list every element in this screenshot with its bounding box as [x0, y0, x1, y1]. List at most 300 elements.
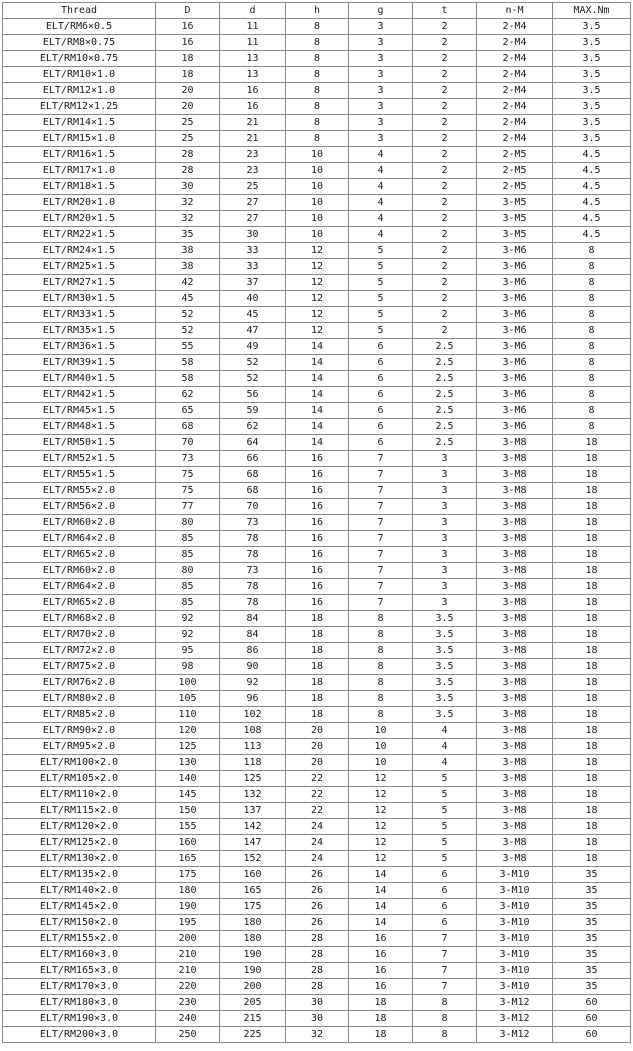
- cell-thread: ELT/RM6×0.5: [3, 19, 156, 35]
- table-row: [3, 467, 631, 483]
- cell-outer-diameter: 35: [156, 227, 220, 243]
- cell-screws: 3-M12: [477, 995, 553, 1011]
- cell-max-torque: 8: [553, 275, 631, 291]
- cell-outer-diameter: 155: [156, 819, 220, 835]
- cell-thread: ELT/RM20×1.0: [3, 195, 156, 211]
- table-row: [3, 131, 631, 147]
- cell-t: 3.5: [413, 707, 477, 723]
- cell-g: 12: [349, 771, 413, 787]
- cell-thread: ELT/RM95×2.0: [3, 739, 156, 755]
- cell-thread: ELT/RM25×1.5: [3, 259, 156, 275]
- cell-inner-diameter: 59: [220, 403, 286, 419]
- cell-max-torque: 18: [553, 739, 631, 755]
- cell-g: 8: [349, 691, 413, 707]
- cell-outer-diameter: 25: [156, 115, 220, 131]
- cell-screws: 3-M8: [477, 579, 553, 595]
- cell-outer-diameter: 28: [156, 147, 220, 163]
- cell-outer-diameter: 85: [156, 531, 220, 547]
- cell-max-torque: 35: [553, 883, 631, 899]
- cell-g: 16: [349, 931, 413, 947]
- cell-height: 14: [286, 435, 349, 451]
- header-row: [3, 3, 631, 19]
- table-row: [3, 771, 631, 787]
- cell-t: 3: [413, 547, 477, 563]
- cell-inner-diameter: 84: [220, 611, 286, 627]
- cell-thread: ELT/RM80×2.0: [3, 691, 156, 707]
- cell-t: 5: [413, 771, 477, 787]
- cell-inner-diameter: 142: [220, 819, 286, 835]
- cell-inner-diameter: 160: [220, 867, 286, 883]
- cell-outer-diameter: 125: [156, 739, 220, 755]
- cell-screws: 3-M10: [477, 867, 553, 883]
- cell-max-torque: 4.5: [553, 195, 631, 211]
- table-row: [3, 51, 631, 67]
- cell-screws: 3-M5: [477, 195, 553, 211]
- cell-inner-diameter: 66: [220, 451, 286, 467]
- cell-thread: ELT/RM70×2.0: [3, 627, 156, 643]
- cell-max-torque: 18: [553, 803, 631, 819]
- cell-screws: 2-M4: [477, 83, 553, 99]
- cell-height: 12: [286, 259, 349, 275]
- table-row: [3, 403, 631, 419]
- cell-g: 5: [349, 243, 413, 259]
- table-row: [3, 355, 631, 371]
- cell-thread: ELT/RM145×2.0: [3, 899, 156, 915]
- table-row: [3, 323, 631, 339]
- cell-t: 3.5: [413, 675, 477, 691]
- cell-g: 12: [349, 787, 413, 803]
- cell-inner-diameter: 16: [220, 99, 286, 115]
- cell-screws: 2-M5: [477, 163, 553, 179]
- table-row: [3, 659, 631, 675]
- header-thread: Thread: [3, 3, 156, 19]
- cell-g: 8: [349, 627, 413, 643]
- cell-thread: ELT/RM64×2.0: [3, 531, 156, 547]
- cell-t: 3: [413, 499, 477, 515]
- cell-screws: 3-M6: [477, 275, 553, 291]
- cell-max-torque: 18: [553, 451, 631, 467]
- table-row: [3, 371, 631, 387]
- cell-outer-diameter: 200: [156, 931, 220, 947]
- cell-thread: ELT/RM50×1.5: [3, 435, 156, 451]
- cell-inner-diameter: 11: [220, 35, 286, 51]
- cell-g: 14: [349, 899, 413, 915]
- cell-t: 2: [413, 83, 477, 99]
- cell-thread: ELT/RM200×3.0: [3, 1027, 156, 1043]
- cell-screws: 3-M8: [477, 627, 553, 643]
- cell-screws: 3-M5: [477, 227, 553, 243]
- cell-outer-diameter: 95: [156, 643, 220, 659]
- cell-height: 30: [286, 1011, 349, 1027]
- cell-height: 28: [286, 963, 349, 979]
- cell-inner-diameter: 180: [220, 931, 286, 947]
- cell-outer-diameter: 105: [156, 691, 220, 707]
- cell-max-torque: 18: [553, 659, 631, 675]
- cell-outer-diameter: 240: [156, 1011, 220, 1027]
- cell-g: 6: [349, 387, 413, 403]
- cell-inner-diameter: 225: [220, 1027, 286, 1043]
- table-row: [3, 835, 631, 851]
- cell-screws: 3-M8: [477, 531, 553, 547]
- cell-thread: ELT/RM160×3.0: [3, 947, 156, 963]
- cell-outer-diameter: 58: [156, 371, 220, 387]
- cell-screws: 3-M8: [477, 483, 553, 499]
- cell-g: 3: [349, 115, 413, 131]
- cell-height: 22: [286, 771, 349, 787]
- cell-height: 28: [286, 947, 349, 963]
- table-row: [3, 867, 631, 883]
- cell-g: 14: [349, 883, 413, 899]
- cell-outer-diameter: 230: [156, 995, 220, 1011]
- cell-outer-diameter: 100: [156, 675, 220, 691]
- cell-inner-diameter: 49: [220, 339, 286, 355]
- table-row: [3, 435, 631, 451]
- cell-max-torque: 18: [553, 691, 631, 707]
- cell-height: 16: [286, 547, 349, 563]
- table-row: [3, 563, 631, 579]
- cell-height: 8: [286, 99, 349, 115]
- cell-screws: 2-M4: [477, 67, 553, 83]
- cell-thread: ELT/RM12×1.25: [3, 99, 156, 115]
- cell-t: 2: [413, 211, 477, 227]
- cell-inner-diameter: 11: [220, 19, 286, 35]
- cell-outer-diameter: 16: [156, 19, 220, 35]
- cell-screws: 3-M10: [477, 899, 553, 915]
- cell-t: 2: [413, 67, 477, 83]
- cell-inner-diameter: 13: [220, 51, 286, 67]
- cell-max-torque: 3.5: [553, 115, 631, 131]
- cell-t: 5: [413, 851, 477, 867]
- cell-t: 3.5: [413, 627, 477, 643]
- cell-max-torque: 60: [553, 1011, 631, 1027]
- cell-g: 14: [349, 867, 413, 883]
- cell-max-torque: 4.5: [553, 163, 631, 179]
- cell-thread: ELT/RM30×1.5: [3, 291, 156, 307]
- cell-thread: ELT/RM150×2.0: [3, 915, 156, 931]
- cell-screws: 3-M8: [477, 819, 553, 835]
- table-row: [3, 499, 631, 515]
- cell-screws: 3-M8: [477, 755, 553, 771]
- cell-inner-diameter: 40: [220, 291, 286, 307]
- cell-max-torque: 18: [553, 467, 631, 483]
- cell-screws: 2-M4: [477, 99, 553, 115]
- cell-g: 18: [349, 1027, 413, 1043]
- table-row: [3, 1027, 631, 1043]
- cell-inner-diameter: 137: [220, 803, 286, 819]
- cell-inner-diameter: 73: [220, 563, 286, 579]
- cell-outer-diameter: 45: [156, 291, 220, 307]
- cell-outer-diameter: 16: [156, 35, 220, 51]
- cell-t: 2: [413, 115, 477, 131]
- cell-thread: ELT/RM90×2.0: [3, 723, 156, 739]
- cell-t: 2: [413, 227, 477, 243]
- cell-inner-diameter: 78: [220, 531, 286, 547]
- cell-height: 16: [286, 467, 349, 483]
- cell-outer-diameter: 80: [156, 515, 220, 531]
- table-row: [3, 291, 631, 307]
- cell-t: 3.5: [413, 643, 477, 659]
- cell-height: 10: [286, 147, 349, 163]
- table-row: [3, 243, 631, 259]
- cell-thread: ELT/RM45×1.5: [3, 403, 156, 419]
- table-row: [3, 579, 631, 595]
- cell-thread: ELT/RM115×2.0: [3, 803, 156, 819]
- cell-g: 12: [349, 835, 413, 851]
- cell-thread: ELT/RM130×2.0: [3, 851, 156, 867]
- cell-max-torque: 35: [553, 947, 631, 963]
- cell-height: 20: [286, 723, 349, 739]
- cell-height: 14: [286, 371, 349, 387]
- cell-screws: 3-M8: [477, 771, 553, 787]
- cell-outer-diameter: 68: [156, 419, 220, 435]
- cell-max-torque: 60: [553, 1027, 631, 1043]
- cell-t: 6: [413, 915, 477, 931]
- cell-t: 2: [413, 99, 477, 115]
- cell-height: 26: [286, 915, 349, 931]
- cell-thread: ELT/RM52×1.5: [3, 451, 156, 467]
- cell-max-torque: 18: [553, 499, 631, 515]
- cell-g: 5: [349, 307, 413, 323]
- cell-outer-diameter: 140: [156, 771, 220, 787]
- cell-inner-diameter: 78: [220, 595, 286, 611]
- cell-screws: 3-M12: [477, 1027, 553, 1043]
- cell-inner-diameter: 16: [220, 83, 286, 99]
- cell-inner-diameter: 37: [220, 275, 286, 291]
- cell-max-torque: 8: [553, 371, 631, 387]
- cell-height: 26: [286, 899, 349, 915]
- cell-t: 5: [413, 835, 477, 851]
- cell-g: 8: [349, 611, 413, 627]
- cell-screws: 3-M8: [477, 611, 553, 627]
- cell-outer-diameter: 190: [156, 899, 220, 915]
- cell-max-torque: 18: [553, 707, 631, 723]
- cell-max-torque: 18: [553, 531, 631, 547]
- cell-inner-diameter: 78: [220, 579, 286, 595]
- cell-max-torque: 35: [553, 915, 631, 931]
- cell-thread: ELT/RM110×2.0: [3, 787, 156, 803]
- cell-thread: ELT/RM165×3.0: [3, 963, 156, 979]
- table-row: [3, 227, 631, 243]
- cell-max-torque: 35: [553, 963, 631, 979]
- cell-inner-diameter: 86: [220, 643, 286, 659]
- cell-height: 12: [286, 275, 349, 291]
- cell-height: 8: [286, 83, 349, 99]
- cell-screws: 3-M8: [477, 451, 553, 467]
- cell-outer-diameter: 110: [156, 707, 220, 723]
- cell-outer-diameter: 92: [156, 627, 220, 643]
- cell-outer-diameter: 175: [156, 867, 220, 883]
- cell-thread: ELT/RM85×2.0: [3, 707, 156, 723]
- table-row: [3, 115, 631, 131]
- cell-t: 2.5: [413, 355, 477, 371]
- cell-t: 2.5: [413, 435, 477, 451]
- header-g: g: [349, 3, 413, 19]
- cell-t: 6: [413, 867, 477, 883]
- cell-inner-diameter: 113: [220, 739, 286, 755]
- cell-max-torque: 3.5: [553, 83, 631, 99]
- cell-g: 6: [349, 419, 413, 435]
- cell-screws: 2-M5: [477, 147, 553, 163]
- cell-screws: 3-M6: [477, 323, 553, 339]
- cell-max-torque: 8: [553, 339, 631, 355]
- cell-t: 2: [413, 163, 477, 179]
- cell-t: 2: [413, 51, 477, 67]
- cell-inner-diameter: 102: [220, 707, 286, 723]
- table-row: [3, 547, 631, 563]
- cell-inner-diameter: 190: [220, 963, 286, 979]
- cell-inner-diameter: 27: [220, 195, 286, 211]
- cell-outer-diameter: 52: [156, 307, 220, 323]
- cell-inner-diameter: 56: [220, 387, 286, 403]
- table-row: [3, 787, 631, 803]
- cell-max-torque: 3.5: [553, 67, 631, 83]
- cell-thread: ELT/RM60×2.0: [3, 563, 156, 579]
- cell-outer-diameter: 85: [156, 547, 220, 563]
- cell-thread: ELT/RM105×2.0: [3, 771, 156, 787]
- cell-outer-diameter: 32: [156, 195, 220, 211]
- cell-g: 8: [349, 707, 413, 723]
- cell-thread: ELT/RM56×2.0: [3, 499, 156, 515]
- cell-max-torque: 18: [553, 835, 631, 851]
- cell-g: 6: [349, 339, 413, 355]
- cell-height: 12: [286, 323, 349, 339]
- cell-max-torque: 35: [553, 867, 631, 883]
- cell-height: 10: [286, 163, 349, 179]
- cell-screws: 2-M4: [477, 19, 553, 35]
- cell-thread: ELT/RM14×1.5: [3, 115, 156, 131]
- cell-screws: 3-M8: [477, 851, 553, 867]
- cell-g: 4: [349, 147, 413, 163]
- cell-outer-diameter: 210: [156, 947, 220, 963]
- table-row: [3, 851, 631, 867]
- cell-inner-diameter: 23: [220, 147, 286, 163]
- cell-g: 18: [349, 1011, 413, 1027]
- cell-outer-diameter: 25: [156, 131, 220, 147]
- cell-max-torque: 18: [553, 675, 631, 691]
- cell-max-torque: 8: [553, 419, 631, 435]
- cell-inner-diameter: 13: [220, 67, 286, 83]
- cell-max-torque: 8: [553, 259, 631, 275]
- cell-height: 16: [286, 499, 349, 515]
- cell-max-torque: 35: [553, 899, 631, 915]
- cell-height: 24: [286, 819, 349, 835]
- cell-inner-diameter: 96: [220, 691, 286, 707]
- cell-g: 12: [349, 803, 413, 819]
- cell-t: 2.5: [413, 419, 477, 435]
- cell-t: 8: [413, 995, 477, 1011]
- cell-height: 14: [286, 339, 349, 355]
- cell-g: 3: [349, 67, 413, 83]
- cell-t: 5: [413, 819, 477, 835]
- cell-height: 28: [286, 979, 349, 995]
- cell-screws: 3-M8: [477, 723, 553, 739]
- cell-inner-diameter: 175: [220, 899, 286, 915]
- cell-thread: ELT/RM40×1.5: [3, 371, 156, 387]
- cell-inner-diameter: 165: [220, 883, 286, 899]
- cell-inner-diameter: 205: [220, 995, 286, 1011]
- table-row: [3, 675, 631, 691]
- cell-max-torque: 18: [553, 643, 631, 659]
- cell-inner-diameter: 33: [220, 259, 286, 275]
- cell-t: 8: [413, 1027, 477, 1043]
- cell-height: 28: [286, 931, 349, 947]
- cell-thread: ELT/RM10×0.75: [3, 51, 156, 67]
- cell-t: 2.5: [413, 403, 477, 419]
- cell-outer-diameter: 38: [156, 259, 220, 275]
- cell-max-torque: 35: [553, 931, 631, 947]
- cell-screws: 3-M6: [477, 355, 553, 371]
- cell-g: 14: [349, 915, 413, 931]
- cell-t: 2: [413, 291, 477, 307]
- cell-g: 16: [349, 947, 413, 963]
- cell-t: 3: [413, 515, 477, 531]
- cell-max-torque: 8: [553, 243, 631, 259]
- cell-max-torque: 18: [553, 787, 631, 803]
- cell-outer-diameter: 58: [156, 355, 220, 371]
- cell-screws: 3-M8: [477, 547, 553, 563]
- cell-height: 18: [286, 627, 349, 643]
- table-row: [3, 1011, 631, 1027]
- cell-outer-diameter: 20: [156, 83, 220, 99]
- table-row: [3, 691, 631, 707]
- cell-g: 7: [349, 531, 413, 547]
- table-row: [3, 67, 631, 83]
- cell-thread: ELT/RM140×2.0: [3, 883, 156, 899]
- cell-screws: 2-M5: [477, 179, 553, 195]
- cell-thread: ELT/RM55×1.5: [3, 467, 156, 483]
- cell-g: 5: [349, 323, 413, 339]
- cell-t: 4: [413, 723, 477, 739]
- cell-height: 16: [286, 451, 349, 467]
- cell-max-torque: 18: [553, 723, 631, 739]
- table-row: [3, 979, 631, 995]
- cell-t: 2: [413, 275, 477, 291]
- cell-height: 30: [286, 995, 349, 1011]
- cell-max-torque: 18: [553, 435, 631, 451]
- cell-inner-diameter: 132: [220, 787, 286, 803]
- cell-thread: ELT/RM100×2.0: [3, 755, 156, 771]
- cell-height: 8: [286, 19, 349, 35]
- cell-height: 16: [286, 483, 349, 499]
- cell-screws: 3-M10: [477, 979, 553, 995]
- cell-g: 7: [349, 563, 413, 579]
- cell-outer-diameter: 77: [156, 499, 220, 515]
- table-row: [3, 899, 631, 915]
- cell-screws: 3-M8: [477, 739, 553, 755]
- cell-screws: 3-M8: [477, 675, 553, 691]
- cell-inner-diameter: 125: [220, 771, 286, 787]
- cell-height: 18: [286, 691, 349, 707]
- cell-max-torque: 4.5: [553, 227, 631, 243]
- cell-screws: 3-M10: [477, 931, 553, 947]
- cell-t: 6: [413, 899, 477, 915]
- cell-max-torque: 18: [553, 819, 631, 835]
- table-row: [3, 755, 631, 771]
- cell-height: 8: [286, 115, 349, 131]
- cell-inner-diameter: 108: [220, 723, 286, 739]
- cell-height: 10: [286, 227, 349, 243]
- table-row: [3, 451, 631, 467]
- cell-thread: ELT/RM36×1.5: [3, 339, 156, 355]
- table-row: [3, 883, 631, 899]
- cell-outer-diameter: 65: [156, 403, 220, 419]
- cell-outer-diameter: 73: [156, 451, 220, 467]
- cell-max-torque: 8: [553, 387, 631, 403]
- cell-screws: 2-M4: [477, 131, 553, 147]
- cell-g: 8: [349, 675, 413, 691]
- cell-t: 3: [413, 467, 477, 483]
- cell-screws: 3-M8: [477, 643, 553, 659]
